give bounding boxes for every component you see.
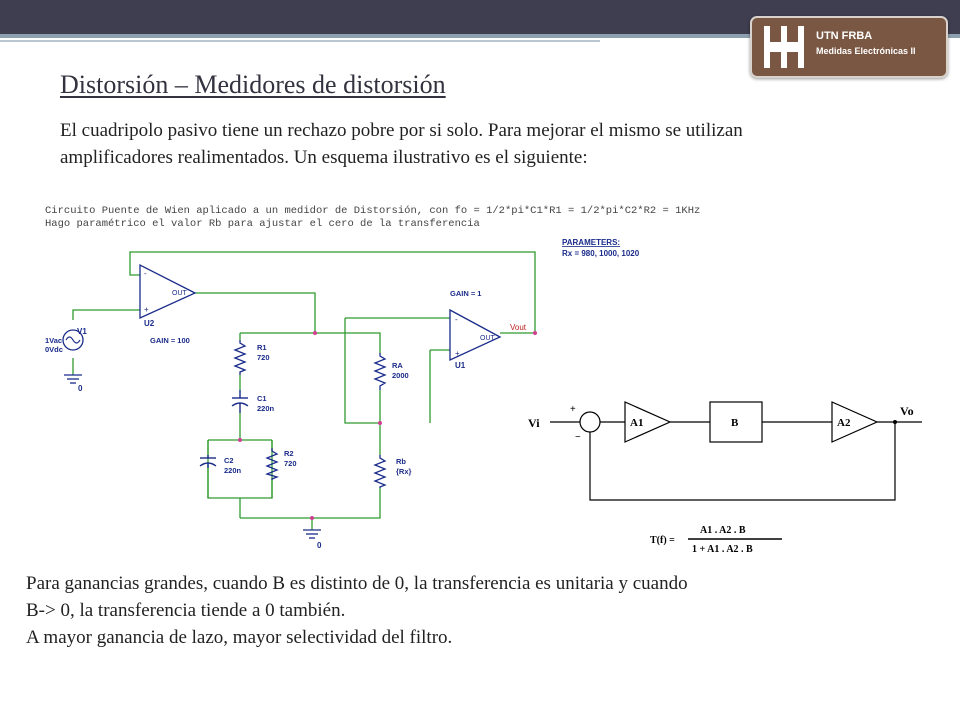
ra-value: 2000 [392,371,409,380]
schematic-caption-2: Hago paramétrico el valor Rb para ajustar el cero de la transferencia [45,218,480,230]
conclusion-line-3: A mayor ganancia de lazo, mayor selectividad del filtro. [26,627,453,648]
parameters-title: PARAMETERS: [562,238,621,247]
v1-label: V1 [77,327,87,336]
ground-icon [64,375,82,383]
vi-label: Vi [528,416,540,430]
badge-title: UTN FRBA [816,30,873,42]
gain-1-label: GAIN = 1 [450,289,482,298]
ground-icon [303,530,321,538]
u2-out-label: OUT [172,290,187,297]
schematic-caption-1: Circuito Puente de Wien aplicado a un medidor de Distorsión, con fo = 1/2*pi*C1*R1 = 1/2*pi*C2*R2 = 1KHz [45,205,701,217]
rb-label: Rb [396,457,406,466]
intro-line-1: El cuadripolo pasivo tiene un rechazo pobre por si solo. Para mejorar el mismo se utilizan [60,120,743,141]
block-a1: A1 [630,417,644,429]
sum-minus: − [575,432,581,443]
u2-minus: - [144,269,147,278]
ground-label: 0 [78,384,83,393]
c2-value: 220n [224,466,242,475]
intro-line-2: amplificadores realimentados. Un esquema ilustrativo es el siguiente: [60,147,588,168]
node-dot [310,516,314,520]
resistor-ra [375,353,385,390]
tf-denominator: 1 + A1 . A2 . B [692,544,753,555]
u1-out-label: OUT [480,335,495,342]
r2-value: 720 [284,459,297,468]
u1-minus: - [455,315,458,324]
conclusion-line-1: Para ganancias grandes, cuando B es distinto de 0, la transferencia es unitaria y cuando [26,573,688,594]
capacitor-c1 [232,390,248,413]
rb-value: {Rx} [396,467,412,476]
vout-label: Vout [510,323,527,332]
resistor-r1 [235,340,245,375]
conclusion-line-2: B-> 0, la transferencia tiende a 0 también. [26,600,346,621]
r2-label: R2 [284,449,294,458]
opamp-u2 [140,265,195,345]
tf-numerator: A1 . A2 . B [700,525,746,536]
badge-subtitle: Medidas Electrónicas II [816,46,916,56]
sum-plus: + [570,404,576,415]
voltage-source-v1 [45,327,87,354]
tf-label: T(f) = [650,535,675,546]
ra-label: RA [392,361,403,370]
v1-ac: 1Vac [45,336,63,345]
slide-title: Distorsión – Medidores de distorsión [60,70,446,99]
c1-value: 220n [257,404,275,413]
u1-label: U1 [455,361,466,370]
u2-plus: + [144,305,149,314]
node-dot [238,438,242,442]
resistor-rb [375,455,385,488]
node-dot [378,421,382,425]
u1-plus: + [455,349,460,358]
block-a2: A2 [837,417,851,429]
u2-label: U2 [144,319,155,328]
node-dot [893,420,897,424]
c2-label: C2 [224,456,234,465]
node-dot [533,331,537,335]
block-b: B [731,417,739,429]
opamp-u1 [450,289,527,370]
vo-label: Vo [900,404,914,418]
v1-dc: 0Vdc [45,345,63,354]
parameters-value: Rx = 980, 1000, 1020 [562,249,640,258]
c1-label: C1 [257,394,267,403]
r1-label: R1 [257,343,267,352]
gain-100-label: GAIN = 100 [150,336,190,345]
ground-label: 0 [317,541,322,550]
r1-value: 720 [257,353,270,362]
node-dot [313,331,317,335]
